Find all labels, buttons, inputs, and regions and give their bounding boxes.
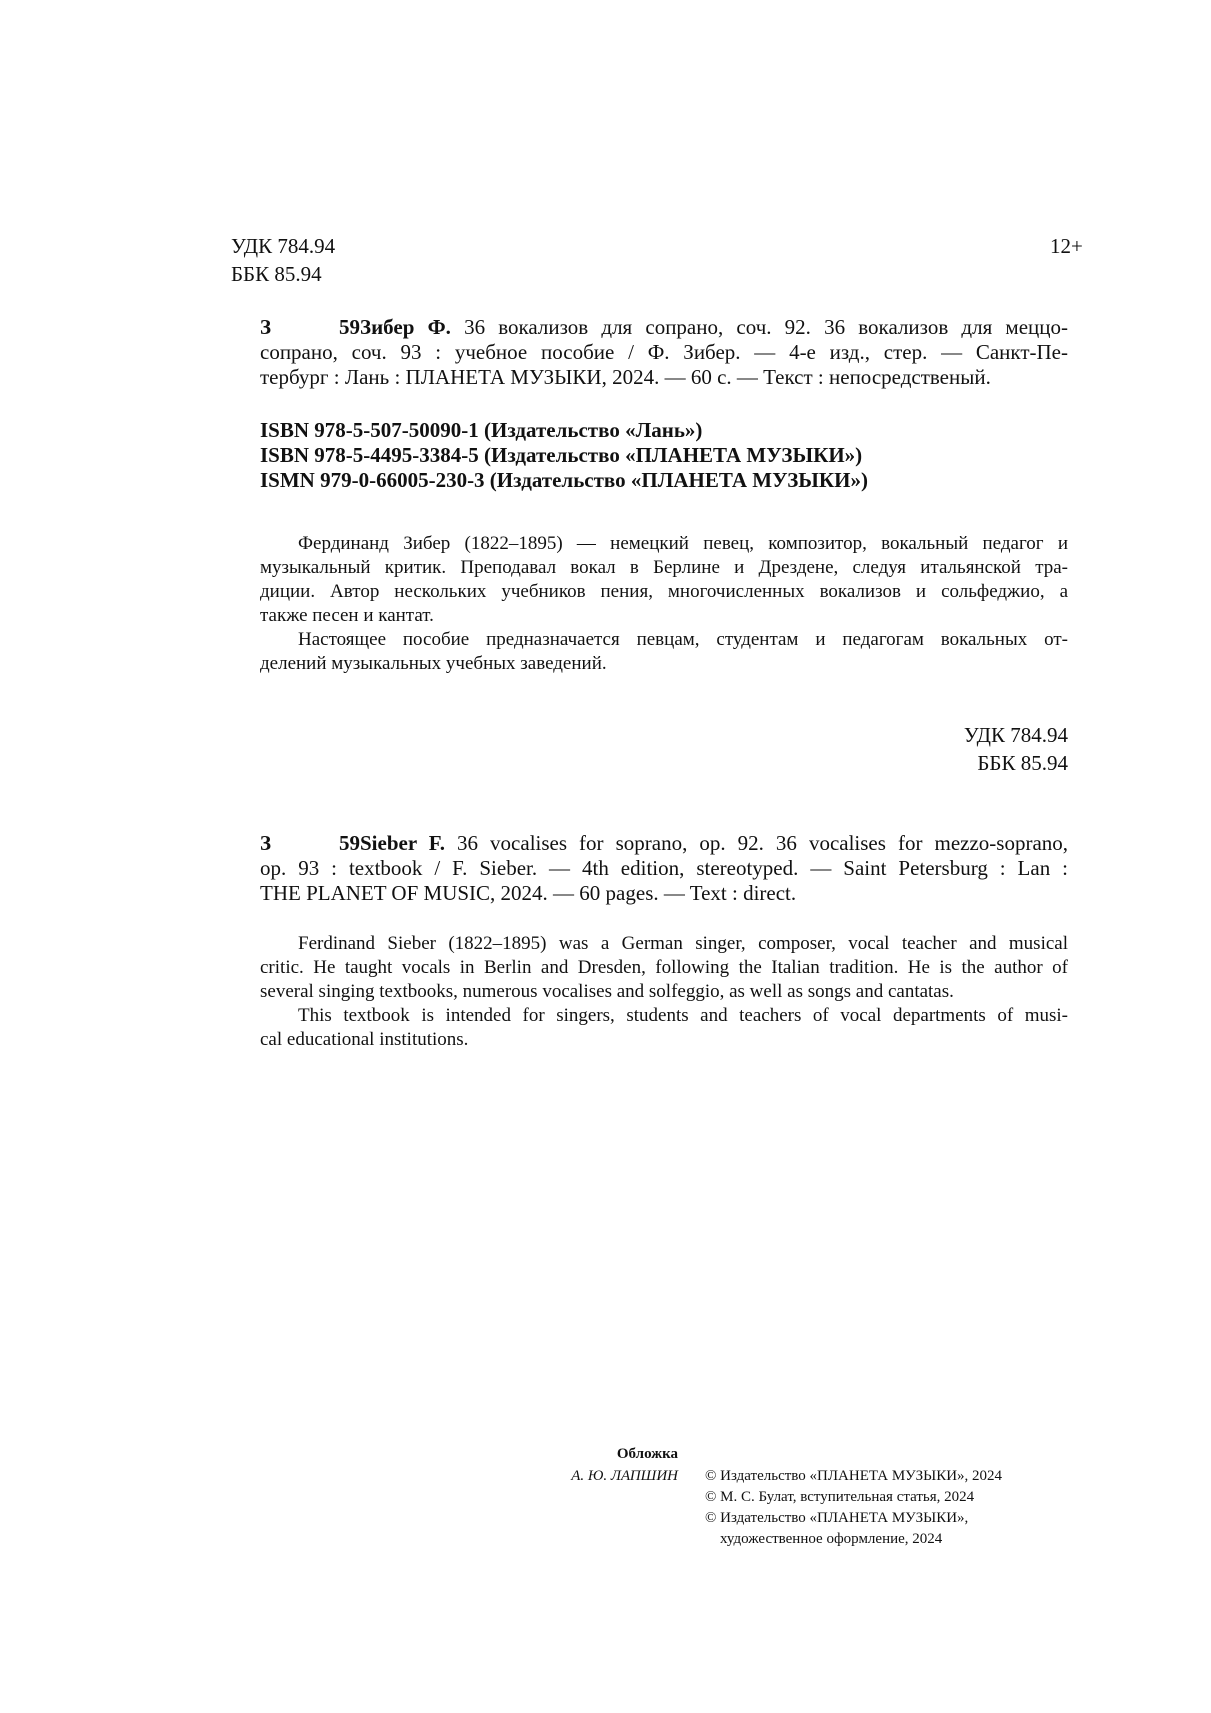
identifier-block [260,418,868,493]
annotation-line: several singing textbooks, numerous vocalises and solfeggio, as well as songs and cantatas. [260,981,954,1002]
entry-line: op. 93 : textbook / F. Sieber. — 4th edition, stereotyped. — Saint Petersburg : Lan : [260,856,1068,880]
annotation-line: Фердинанд Зибер (1822–1895) — немецкий певец, композитор, вокальный педагог и [298,533,1068,554]
english-annotation [260,932,1068,1052]
entry-line [260,831,1068,856]
entry-line: сопрано, соч. 93 : учебное пособие / Ф. Зибер. — 4-е изд., стер. — Санкт-Пе- [260,340,1068,364]
cover-label: Обложка [616,1446,678,1462]
cover-artist: А. Ю. ЛАПШИН [571,1468,678,1484]
english-classification [940,721,1068,777]
isbn-lan: ISBN 978-5-507-50090-1 (Издательство «Лань») [260,418,703,442]
copyright-line: художественное оформление, 2024 [720,1531,943,1547]
cutter-number: З 59 [260,315,360,339]
english-bibliographic-entry [260,831,1068,906]
udk-code: УДК 784.94 [963,723,1068,747]
author-heading: Зибер Ф. [360,315,451,339]
annotation-line: диции. Автор нескольких учебников пения, многочисленных вокализов и сольфеджио, а [260,581,1068,602]
udk-code: УДК 784.94 [231,234,336,258]
bbk-code: ББК 85.94 [231,262,322,286]
entry-line: THE PLANET OF MUSIC, 2024. — 60 pages. — Text : direct. [260,881,797,905]
copyright-block [705,1466,1002,1550]
cutter-number: З 59 [260,831,360,855]
ismn-planet-of-music: ISMN 979-0-66005-230-3 (Издательство «ПЛАНЕТА МУЗЫКИ») [260,468,868,492]
isbn-planet-of-music: ISBN 978-5-4495-3384-5 (Издательство «ПЛАНЕТА МУЗЫКИ») [260,443,863,467]
copyright-line: © Издательство «ПЛАНЕТА МУЗЫКИ», [705,1510,969,1526]
copyright-line: © М. С. Булат, вступительная статья, 2024 [705,1489,975,1505]
cover-credit [520,1443,678,1487]
annotation-line: critic. He taught vocals in Berlin and Dresden, following the Italian tradition. He is the author of [260,957,1068,978]
copyright-line: © Издательство «ПЛАНЕТА МУЗЫКИ», 2024 [705,1468,1003,1484]
top-classification [231,232,335,288]
entry-text: 36 vocalises for soprano, op. 92. 36 vocalises for mezzo-soprano, [457,831,1069,855]
russian-bibliographic-entry [260,315,1068,390]
bbk-code: ББК 85.94 [977,751,1068,775]
annotation-line: Ferdinand Sieber (1822–1895) was a German singer, composer, vocal teacher and musical [298,933,1068,954]
entry-line: тербург : Лань : ПЛАНЕТА МУЗЫКИ, 2024. — 60 с. — Текст : непосредственый. [260,365,991,389]
annotation-line: This textbook is intended for singers, students and teachers of vocal departments of musi- [298,1005,1068,1026]
entry-line [260,315,1068,340]
russian-annotation [260,532,1068,676]
annotation-line: также песен и кантат. [260,605,434,626]
annotation-line: cal educational institutions. [260,1029,469,1050]
annotation-line: Настоящее пособие предназначается певцам, студентам и педагогам вокальных от- [298,629,1068,650]
annotation-line: делений музыкальных учебных заведений. [260,653,607,674]
age-rating: 12+ [1050,234,1083,258]
author-heading: Sieber F. [360,831,445,855]
entry-text: 36 вокализов для сопрано, соч. 92. 36 вокализов для меццо- [464,315,1069,339]
annotation-line: музыкальный критик. Преподавал вокал в Берлине и Дрездене, следуя итальянской тра- [260,557,1068,578]
